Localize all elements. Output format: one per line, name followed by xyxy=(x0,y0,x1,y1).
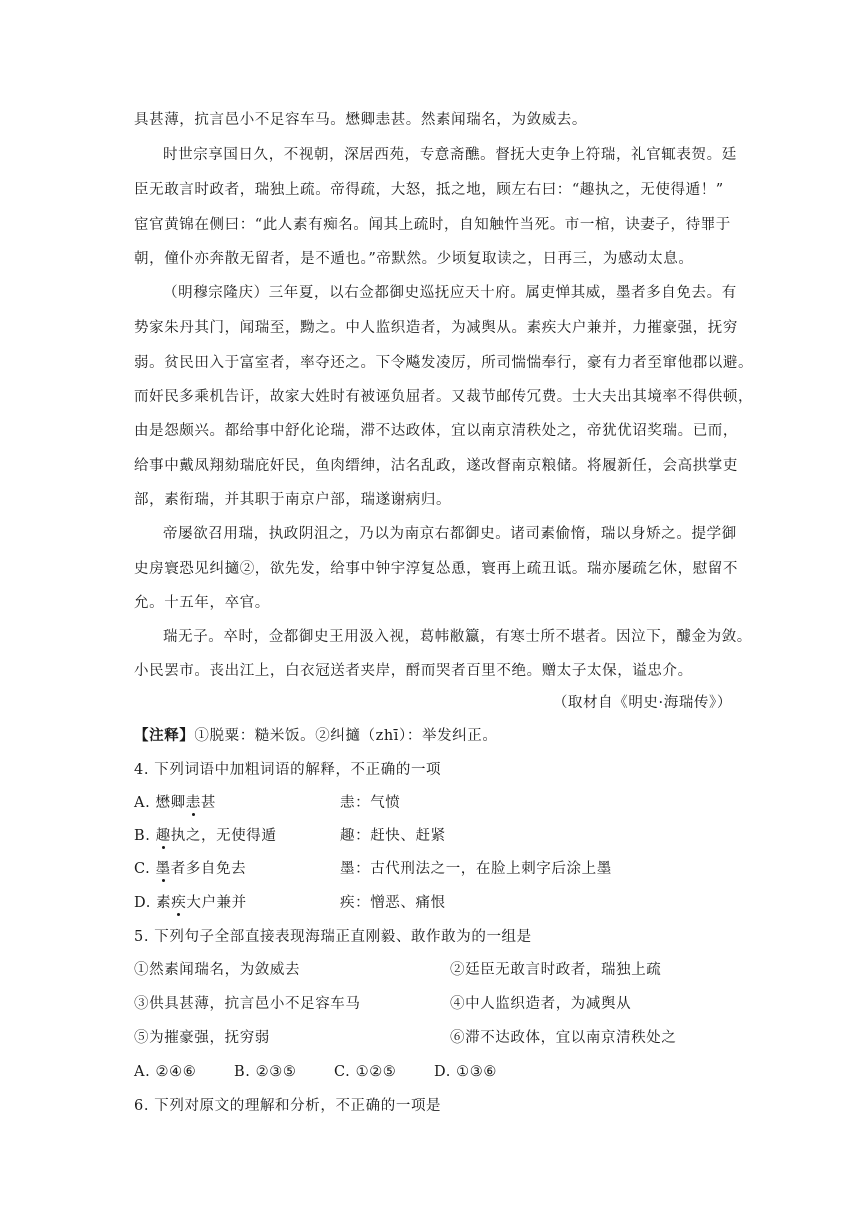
q5-item: ③供具甚薄，抗言邑小不足容车马 xyxy=(134,996,361,1012)
passage-line: 时世宗享国日久，不视朝，深居西苑，专意斋醮。督抚大吏争上符瑞，礼官辄表贺。廷 xyxy=(163,147,737,163)
option-explanation: 恚：气愤 xyxy=(340,795,401,811)
question-5-stem: 5. 下列句子全部直接表现海瑞正直刚毅、敢作敢为的一组是 xyxy=(134,929,532,945)
passage-line: 史房寰恐见纠擿②，欲先发，给事中钟宇淳复怂恿，寰再上疏丑诋。瑞亦屡疏乞休，慰留不 xyxy=(134,561,738,577)
option-word: 懋卿 xyxy=(155,795,186,811)
dotted-character: 疾 xyxy=(171,895,187,911)
option-letter: B. xyxy=(134,828,156,844)
answer-option-d: D. ①③⑥ xyxy=(434,1064,497,1080)
passage-line: 小民罢市。丧出江上，白衣冠送者夹岸，酹而哭者百里不绝。赠太子太保，谥忠介。 xyxy=(134,663,693,679)
passage-line: 部，素衔瑞，并其职于南京户部，瑞遂谢病归。 xyxy=(134,492,452,508)
passage-line: 弱。贫民田入于富室者，率夺还之。下令飚发凌厉，所司惴惴奉行，豪有力者至窜他郡以避。 xyxy=(134,355,754,371)
q5-item: ⑤为摧豪强，抚穷弱 xyxy=(134,1030,270,1046)
passage-line: 宦官黄锦在侧曰：“此人素有痴名。闻其上疏时，自知触忤当死。市一棺，诀妻子，待罪于 xyxy=(134,217,731,233)
option-word: 执之，无使得遁 xyxy=(170,828,277,844)
passage-line: 帝屡欲召用瑞，执政阴沮之，乃以为南京右都御史。诸司素偷惰，瑞以身矫之。提学御 xyxy=(163,526,737,542)
q4-option-a xyxy=(134,793,734,813)
option-letter: A. xyxy=(134,795,156,811)
passage-line: 而奸民多乘机告讦，故家大姓时有被诬负屈者。又裁节邮传冗费。士大夫出其境率不得供顿， xyxy=(134,389,754,405)
option-word: 者多自免去 xyxy=(170,861,247,877)
passage-line: 朝，僮仆亦奔散无留者，是不遁也。”帝默然。少顷复取读之，日再三，为感动太息。 xyxy=(134,251,694,267)
option-explanation: 墨：古代刑法之一，在脸上刺字后涂上墨 xyxy=(340,861,612,877)
answer-option-c: C. ①②⑤ xyxy=(334,1064,397,1080)
q5-item-row xyxy=(134,994,734,1014)
option-explanation: 疾：憎恶、痛恨 xyxy=(340,895,446,911)
passage-line: （明穆宗隆庆）三年夏，以右佥都御史巡抚应天十府。属吏惮其威，墨者多自免去。有 xyxy=(163,285,737,301)
dotted-character: 趣 xyxy=(155,828,171,844)
passage-line: 臣无敢言时政者，瑞独上疏。帝得疏，大怒，抵之地，顾左右曰：“趣执之，无使得遁！” xyxy=(134,182,724,198)
q5-item-row xyxy=(134,960,734,980)
notes-label: 【注释】 xyxy=(134,727,195,744)
q5-item: ④中人监织造者，为减舆从 xyxy=(450,996,632,1012)
q5-answers xyxy=(134,1062,734,1082)
q5-item: ⑥滞不达政体，宜以南京清秩处之 xyxy=(450,1030,677,1046)
option-word: 大户兼并 xyxy=(186,895,247,911)
passage-line: 势家朱丹其门，闻瑞至，黝之。中人监织造者，为减舆从。素疾大户兼并，力摧豪强，抚穷 xyxy=(134,320,738,336)
answer-option-b: B. ②③⑤ xyxy=(234,1064,297,1080)
option-word: 素 xyxy=(156,895,172,911)
source-citation: （取材自《明史·海瑞传》） xyxy=(552,695,732,711)
option-explanation: 趣：赶快、赶紧 xyxy=(340,828,446,844)
option-letter: C. xyxy=(134,861,156,877)
option-word: 甚 xyxy=(200,795,216,811)
q5-item: ①然素闻瑞名，为敛威去 xyxy=(134,962,301,978)
q4-option-d xyxy=(134,893,734,913)
q4-option-c xyxy=(134,859,734,879)
notes-text: ①脱粟：糙米饭。②纠擿（zhī）：举发纠正。 xyxy=(194,728,498,744)
notes xyxy=(134,726,734,746)
option-letter: D. xyxy=(134,895,157,911)
dotted-character: 恚 xyxy=(185,795,201,811)
question-6-stem: 6. 下列对原文的理解和分析，不正确的一项是 xyxy=(134,1098,442,1114)
passage-line: 允。十五年，卒官。 xyxy=(134,595,270,611)
dotted-character: 墨 xyxy=(155,861,171,877)
q5-item: ②廷臣无敢言时政者，瑞独上疏 xyxy=(450,962,662,978)
question-4-stem: 4. 下列词语中加粗词语的解释，不正确的一项 xyxy=(134,762,442,778)
answer-option-a: A. ②④⑥ xyxy=(134,1064,197,1080)
passage-line: 给事中戴凤翔劾瑞庇奸民，鱼肉缙绅，沽名乱政，遂改督南京粮储。将履新任，会高拱掌吏 xyxy=(134,458,738,474)
q5-item-row xyxy=(134,1028,734,1048)
q4-option-b xyxy=(134,826,734,846)
passage-line: 具甚薄，抗言邑小不足容车马。懋卿恚甚。然素闻瑞名，为敛威去。 xyxy=(134,112,587,128)
passage-line: 瑞无子。卒时，佥都御史王用汲入视，葛帏敝籝，有寒士所不堪者。因泣下，醵金为敛。 xyxy=(163,629,752,645)
passage-line: 由是怨颇兴。都给事中舒化论瑞，滞不达政体，宜以南京清秩处之，帝犹优诏奖瑞。已而， xyxy=(134,423,738,439)
